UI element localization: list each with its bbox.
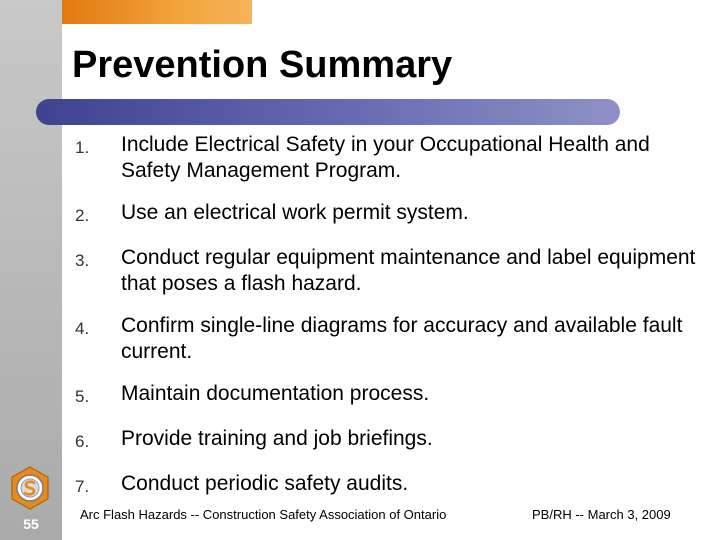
list-item [75,471,705,500]
item-number: 1. [75,138,90,157]
item-text: Use an electrical work permit system. [121,201,469,224]
item-number: 7. [75,477,90,496]
item-text: Conduct regular equipment maintenance and label equipment that poses a flash hazard. [121,246,696,295]
footer-left-text: Arc Flash Hazards -- Construction Safety Association of Ontario [80,507,447,522]
item-text: Maintain documentation process. [121,382,430,405]
title-underline-bar [36,99,620,125]
item-text: Conduct periodic safety audits. [121,472,409,495]
slide-title: Prevention Summary [72,44,453,86]
list-item [75,200,705,229]
list-item [75,426,705,455]
csao-logo-icon [8,466,52,510]
item-number: 2. [75,206,90,225]
item-number: 5. [75,387,90,406]
orange-accent-block [62,0,252,24]
item-number: 6. [75,432,90,451]
item-number: 4. [75,319,90,338]
prevention-list [75,132,705,516]
list-item [75,313,705,365]
item-text: Provide training and job briefings. [121,427,433,450]
item-text: Include Electrical Safety in your Occupational Health and Safety Management Program. [121,133,650,182]
page-number: 55 [23,516,39,532]
left-sidebar-bar [0,0,62,540]
item-number: 3. [75,251,90,270]
footer-right-text: PB/RH -- March 3, 2009 [532,507,671,522]
list-item [75,245,705,297]
item-text: Confirm single-line diagrams for accuracy and available fault current. [121,314,683,363]
list-item [75,381,705,410]
list-item [75,132,705,184]
